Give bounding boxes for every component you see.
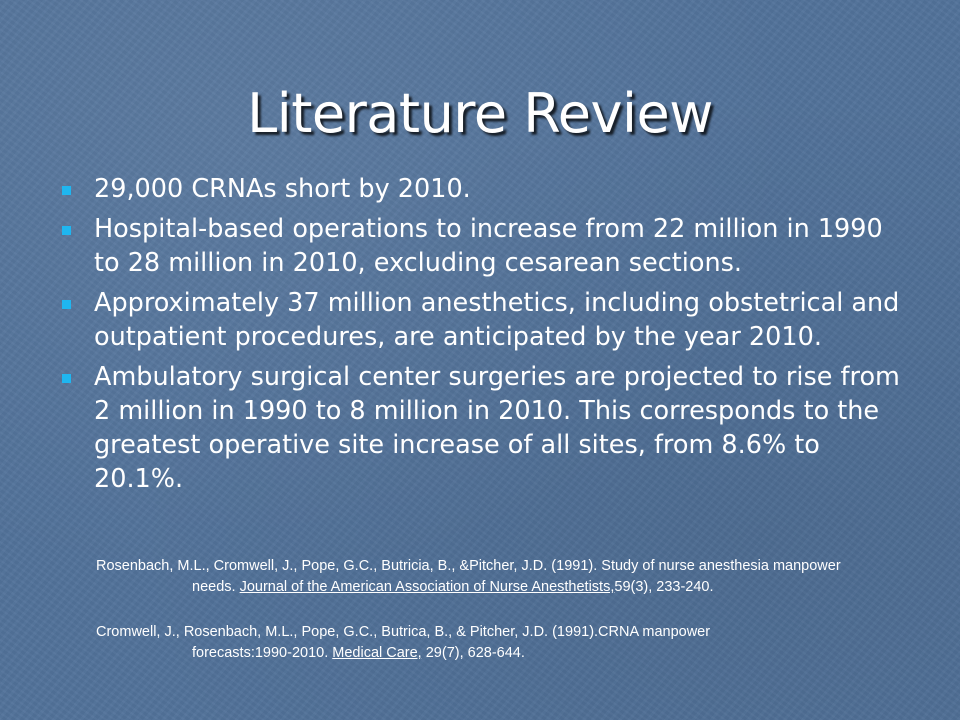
square-bullet-icon	[62, 300, 71, 309]
citation-text: forecasts:1990-2010.	[192, 645, 333, 661]
square-bullet-icon	[62, 374, 71, 383]
citation-text: 59(3), 233-240.	[614, 579, 714, 595]
bullet-item	[62, 360, 910, 496]
bullet-text: Hospital-based operations to increase from 22 million in 1990 to 28 million in 2010, excluding cesarean sections.	[94, 214, 883, 278]
bullet-text: Approximately 37 million anesthetics, including obstetrical and outpatient procedures, are anticipated by the year 2010.	[94, 288, 900, 352]
square-bullet-icon	[62, 226, 71, 235]
square-bullet-icon	[62, 186, 71, 195]
citation-text: 29(7), 628-644.	[421, 645, 525, 661]
citation-text: needs.	[192, 579, 240, 595]
bullet-list	[62, 172, 910, 502]
bullet-item	[62, 286, 910, 354]
bullet-text: 29,000 CRNAs short by 2010.	[94, 174, 471, 204]
journal-title: Medical Care,	[332, 645, 422, 661]
slide-title: Literature Review	[247, 82, 713, 145]
citation-line: Cromwell, J., Rosenbach, M.L., Pope, G.C., Butrica, B., & Pitcher, J.D. (1991).CRNA manpower	[96, 624, 711, 640]
citation-line: Rosenbach, M.L., Cromwell, J., Pope, G.C., Butricia, B., &Pitcher, J.D. (1991). Study of nurse anesthesia manpower	[96, 558, 841, 574]
citation-line	[96, 577, 936, 598]
bullet-text: Ambulatory surgical center surgeries are projected to rise from 2 million in 1990 to 8 million in 2010. This corresponds to the greatest operative site increase of all sites, from 8.6% to 20.1%.	[94, 362, 900, 494]
citation-rosenbach	[96, 556, 936, 598]
bullet-item	[62, 212, 910, 280]
citation-cromwell	[96, 622, 936, 664]
journal-title: Journal of the American Association of Nurse Anesthetists,	[239, 579, 615, 595]
citation-line	[96, 643, 936, 664]
bullet-item	[62, 172, 910, 206]
